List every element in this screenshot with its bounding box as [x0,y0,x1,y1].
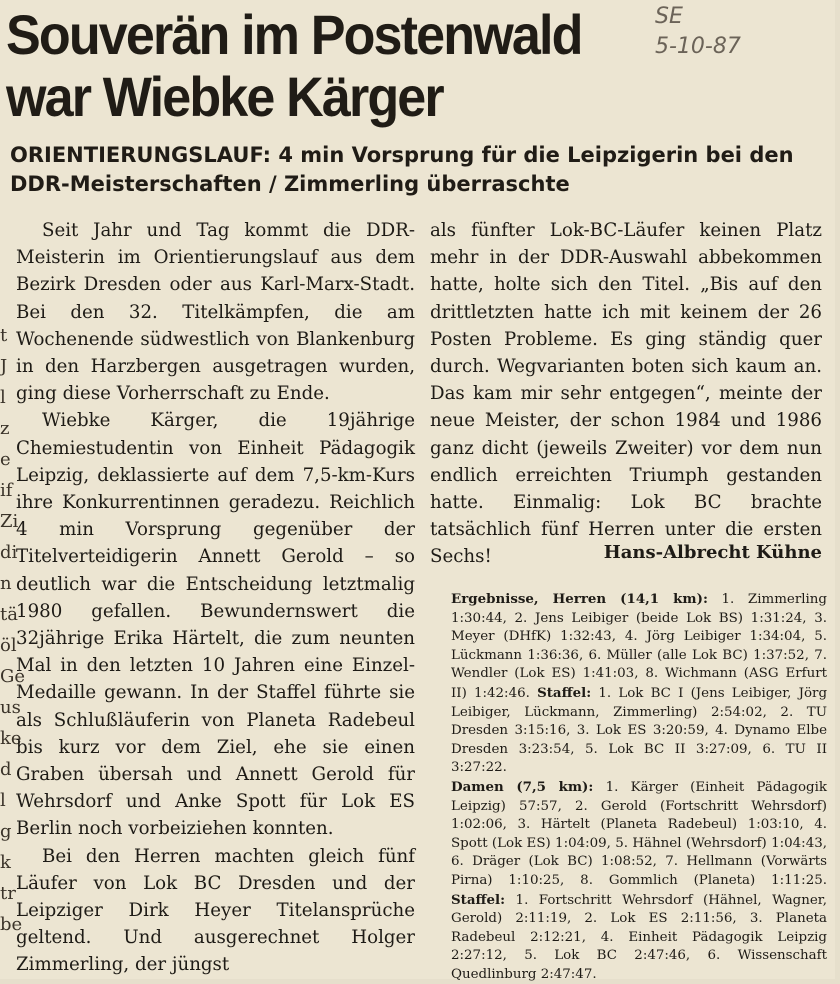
edge-fragment: if [0,480,13,501]
article-paragraph: Seit Jahr und Tag kommt die DDR-Meisterin im Orientierungslauf aus dem Bezirk Dresden oder aus Karl-Marx-Stadt. Bei den 32. Titelkämpfen, die am Wochenende südwestlich von Blankenburg in den Harzbergen ausgetragen wurden, ging diese Vorherrschaft zu Ende. [16,220,415,405]
handwritten-note [655,2,775,62]
edge-fragment: ke [0,728,22,749]
edge-fragment: us [0,697,21,718]
edge-fragment: tä [0,604,18,625]
results-box [451,590,827,984]
article-paragraph: Bei den Herren machten gleich fünf Läufer von Lok BC Dresden und der Leipziger Dirk Heyer Titelansprüche geltend. Und ausgerechnet Holger Zimmerling, der jüngst [16,845,415,976]
edge-fragment: öl [0,635,17,656]
handwritten-note-line: 5-10-87 [655,34,741,59]
results-damen-label: Damen (7,5 km): [451,778,594,795]
article-column-2 [430,217,822,571]
results-herren-label: Ergebnisse, Herren (14,1 km): [451,591,708,607]
results-damen [451,778,827,984]
edge-fragment: be [0,914,23,935]
article-column-1 [16,217,415,979]
results-damen-staffel-label: Staffel: [451,891,506,908]
edge-fragment: t [0,325,8,346]
edge-fragment: Zi [0,511,19,532]
edge-fragment: di [0,542,18,563]
edge-fragment: g [0,821,12,842]
results-herren-text: 1. Zimmerling 1:30:44, 2. Jens Leibiger (beide Lok BS) 1:31:24, 3. Meyer (DHfK) 1:32:43, 4. Jörg Leibiger 1:34:04, 5. Lückmann 1:36:36, 6. Müller (alle Lok BC) 1:37:52, 7. Wendler (Lok ES) 1:41:03, 8. Wichmann (ASG Erfurt II) 1:42:46. [451,592,827,701]
edge-fragment: e [0,449,11,470]
edge-fragment: Ge [0,666,26,687]
edge-fragment: n [0,573,12,594]
edge-fragment: tr [0,883,16,904]
results-herren [451,590,827,778]
article-paragraph: als fünfter Lok-BC-Läufer keinen Platz mehr in der DDR-Auswahl abbekommen hatte, holte sich den Titel. „Bis auf den drittletzten hatte ich mit keinem der 26 Posten Probleme. Es ging ständig quer durch. Wegvarianten boten sich kaum an. Das kam mir sehr entgegen“, meinte der neue Meister, der schon 1984 und 1986 ganz dicht (jeweils Zweiter) vor dem nun endlich erreichten Triumph gestanden hatte. Einmalig: Lok BC brachte tatsächlich fünf Herren unter die ersten Sechs! [430,220,822,568]
results-damen-staffel-text: 1. Fortschritt Wehrsdorf (Hähnel, Wagner, Gerold) 2:11:19, 2. Lok ES 2:11:56, 3. Planeta Radebeul 2:12:21, 4. Einheit Pädagogik Leipzig 2:27:12, 5. Lok BC 2:47:46, 6. Wissenschaft Quedlinburg 2:47:47. [451,892,827,982]
results-herren-staffel-label: Staffel: [537,684,592,701]
edge-fragment: l [0,387,6,408]
results-herren-staffel-text: 1. Lok BC I (Jens Leibiger, Jörg Leibiger, Lückmann, Zimmerling) 2:54:02, 2. TU Dresden 3:15:16, 3. Lok ES 3:20:59, 4. Dynamo Elbe Dresden 3:23:54, 5. Lok BC II 3:27:09, 6. TU II 3:27:22. [451,685,828,776]
edge-fragment: z [0,418,10,439]
handwritten-note-line: SE [655,4,683,29]
edge-fragment: d [0,759,12,780]
author-byline: Hans-Albrecht Kühne [603,542,822,563]
article-paragraph: Wiebke Kärger, die 19jährige Chemiestudentin von Einheit Pädagogik Leipzig, deklassierte auf dem 7,5-km-Kurs ihre Konkurrentinnen geradezu. Reichlich 4 min Vorsprung gegenüber der Titelverteidigerin Annett Gerold – so deutlich war die Entscheidung letztmalig 1980 gefallen. Bewundernswert die 32jährige Erika Härtelt, die zum neunten Mal in den letzten 10 Jahren eine Einzel-Medaille gewann. In der Staffel führte sie als Schlußläuferin von Planeta Radebeul bis kurz vor dem Ziel, ehe sie einen Graben übersah und Annett Gerold für Wehrsdorf und Anke Spott für Lok ES Berlin noch vorbeiziehen konnten. [16,410,415,840]
edge-fragment: k [0,852,11,873]
results-damen-text: 1. Kärger (Einheit Pädagogik Leipzig) 57:57, 2. Gerold (Fortschritt Wehrsdorf) 1:02:06, 3. Härtelt (Planeta Radebeul) 1:03:10, 4. Spott (Lok ES) 1:04:09, 5. Hähnel (Wehrsdorf) 1:04:43, 6. Dräger (Lok BC) 1:08:52, 7. Hellmann (Vorwärts Pirna) 1:10:25, 8. Gommlich (Planeta) 1:11:25. [451,779,827,888]
subheadline: ORIENTIERUNGSLAUF: 4 min Vorsprung für die Leipzigerin bei den DDR-Meisterschaften / Zimmerling überraschte [10,143,794,196]
headline: Souverän im Postenwald war Wiebke Kärger [6,3,582,128]
edge-fragment: J [0,356,8,377]
adjacent-column-fragments [0,320,26,960]
edge-fragment: l [0,790,6,811]
